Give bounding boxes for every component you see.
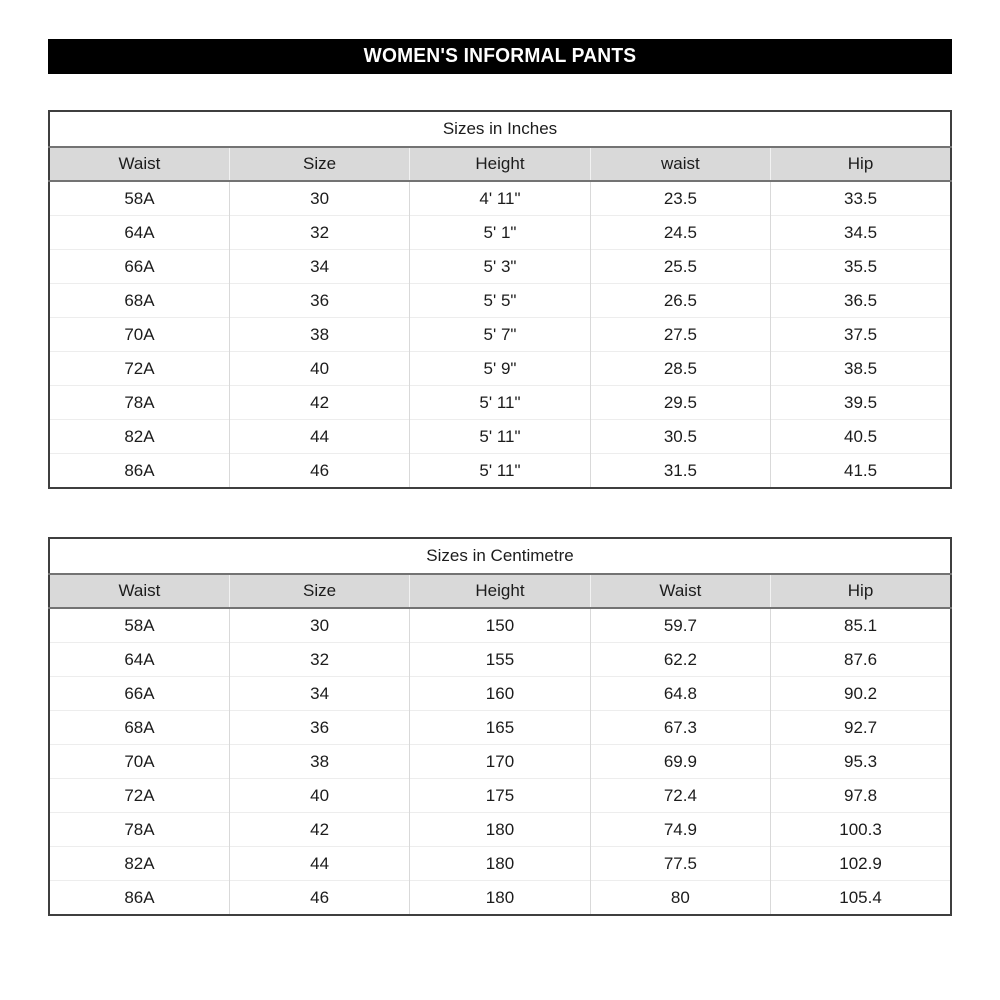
table-cell: 87.6 <box>771 643 951 677</box>
table-row <box>49 181 951 216</box>
table-cell: 58A <box>49 608 229 643</box>
table-row <box>49 608 951 643</box>
table-cell: 28.5 <box>590 352 770 386</box>
table-cell: 105.4 <box>771 881 951 916</box>
table-cell: 5' 1" <box>410 216 590 250</box>
table-cell: 5' 11" <box>410 420 590 454</box>
table-row <box>49 318 951 352</box>
table-cell: 180 <box>410 813 590 847</box>
table-cell: 46 <box>229 454 409 489</box>
table-cell: 155 <box>410 643 590 677</box>
table-row <box>49 386 951 420</box>
column-header: Waist <box>590 574 770 608</box>
table-cell: 44 <box>229 847 409 881</box>
table-cell: 5' 11" <box>410 454 590 489</box>
table-cell: 42 <box>229 813 409 847</box>
table-cell: 26.5 <box>590 284 770 318</box>
table-row <box>49 250 951 284</box>
table-cell: 37.5 <box>771 318 951 352</box>
table-cell: 59.7 <box>590 608 770 643</box>
table-cell: 150 <box>410 608 590 643</box>
table-cell: 36.5 <box>771 284 951 318</box>
table-cell: 72A <box>49 352 229 386</box>
table-header-row <box>49 574 951 608</box>
table-row <box>49 745 951 779</box>
table-row <box>49 643 951 677</box>
table-title-row <box>49 111 951 147</box>
table-cell: 180 <box>410 847 590 881</box>
table-row <box>49 216 951 250</box>
column-header: Height <box>410 147 590 181</box>
table-cell: 82A <box>49 420 229 454</box>
table-cell: 34.5 <box>771 216 951 250</box>
table-cell: 29.5 <box>590 386 770 420</box>
table-cell: 95.3 <box>771 745 951 779</box>
table-cell: 32 <box>229 216 409 250</box>
table-cell: 72A <box>49 779 229 813</box>
table-cell: 39.5 <box>771 386 951 420</box>
table-cell: 90.2 <box>771 677 951 711</box>
table-cell: 5' 7" <box>410 318 590 352</box>
table-cell: 40 <box>229 779 409 813</box>
table-cell: 100.3 <box>771 813 951 847</box>
table-row <box>49 813 951 847</box>
table-cell: 78A <box>49 386 229 420</box>
table-title-row <box>49 538 951 574</box>
table-cell: 31.5 <box>590 454 770 489</box>
table-cell: 170 <box>410 745 590 779</box>
table-cell: 40.5 <box>771 420 951 454</box>
column-header: Waist <box>49 574 229 608</box>
page-title-banner <box>48 39 952 74</box>
table-cell: 78A <box>49 813 229 847</box>
table-row <box>49 779 951 813</box>
table-row <box>49 677 951 711</box>
table-row <box>49 284 951 318</box>
table-cell: 70A <box>49 318 229 352</box>
table-cell: 64A <box>49 643 229 677</box>
table-cell: 30 <box>229 608 409 643</box>
table-cell: 24.5 <box>590 216 770 250</box>
table-cell: 44 <box>229 420 409 454</box>
table-cell: 33.5 <box>771 181 951 216</box>
table-cell: 5' 9" <box>410 352 590 386</box>
table-cell: 41.5 <box>771 454 951 489</box>
table-cell: 34 <box>229 250 409 284</box>
table-cell: 35.5 <box>771 250 951 284</box>
table-cell: 64.8 <box>590 677 770 711</box>
table-cell: 23.5 <box>590 181 770 216</box>
table-cell: 86A <box>49 881 229 916</box>
column-header: Size <box>229 574 409 608</box>
column-header: Waist <box>49 147 229 181</box>
table-cell: 67.3 <box>590 711 770 745</box>
table-cell: 25.5 <box>590 250 770 284</box>
column-header: Hip <box>771 147 951 181</box>
table-cell: 38 <box>229 318 409 352</box>
table-row <box>49 847 951 881</box>
table-cell: 86A <box>49 454 229 489</box>
table-title: Sizes in Inches <box>49 111 951 147</box>
table-cell: 66A <box>49 250 229 284</box>
table-cell: 27.5 <box>590 318 770 352</box>
table-cell: 36 <box>229 284 409 318</box>
table-cell: 30.5 <box>590 420 770 454</box>
table-cell: 32 <box>229 643 409 677</box>
table-cell: 5' 3" <box>410 250 590 284</box>
table-cell: 180 <box>410 881 590 916</box>
column-header: Height <box>410 574 590 608</box>
table-cell: 92.7 <box>771 711 951 745</box>
table-cell: 46 <box>229 881 409 916</box>
table-cell: 34 <box>229 677 409 711</box>
column-header: waist <box>590 147 770 181</box>
table-row <box>49 454 951 489</box>
table-body <box>49 608 951 915</box>
table-cell: 4' 11" <box>410 181 590 216</box>
table-cell: 72.4 <box>590 779 770 813</box>
table-cell: 40 <box>229 352 409 386</box>
table-cell: 85.1 <box>771 608 951 643</box>
table-cell: 36 <box>229 711 409 745</box>
table-cell: 80 <box>590 881 770 916</box>
table-cell: 42 <box>229 386 409 420</box>
table-cell: 62.2 <box>590 643 770 677</box>
table-cell: 77.5 <box>590 847 770 881</box>
table-cell: 66A <box>49 677 229 711</box>
table-cell: 64A <box>49 216 229 250</box>
table-cell: 175 <box>410 779 590 813</box>
centimetre-size-table <box>48 537 952 916</box>
table-cell: 38 <box>229 745 409 779</box>
table-cell: 97.8 <box>771 779 951 813</box>
table-cell: 165 <box>410 711 590 745</box>
table-cell: 70A <box>49 745 229 779</box>
table-cell: 160 <box>410 677 590 711</box>
table-title: Sizes in Centimetre <box>49 538 951 574</box>
table-row <box>49 711 951 745</box>
table-cell: 38.5 <box>771 352 951 386</box>
table-cell: 30 <box>229 181 409 216</box>
table-row <box>49 420 951 454</box>
column-header: Hip <box>771 574 951 608</box>
table-cell: 68A <box>49 284 229 318</box>
inches-size-table <box>48 110 952 489</box>
table-header-row <box>49 147 951 181</box>
table-cell: 74.9 <box>590 813 770 847</box>
table-cell: 5' 11" <box>410 386 590 420</box>
table-cell: 58A <box>49 181 229 216</box>
table-cell: 102.9 <box>771 847 951 881</box>
table-cell: 82A <box>49 847 229 881</box>
table-cell: 68A <box>49 711 229 745</box>
table-row <box>49 881 951 916</box>
page-title: WOMEN'S INFORMAL PANTS <box>363 45 637 67</box>
table-cell: 5' 5" <box>410 284 590 318</box>
table-row <box>49 352 951 386</box>
table-body <box>49 181 951 488</box>
table-cell: 69.9 <box>590 745 770 779</box>
column-header: Size <box>229 147 409 181</box>
